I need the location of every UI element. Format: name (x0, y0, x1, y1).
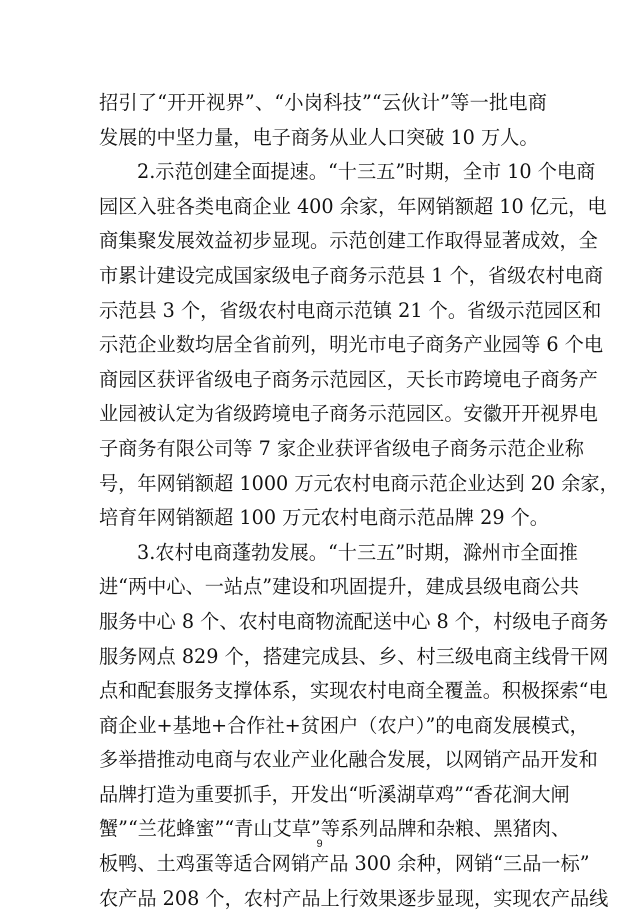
text-line: 发展的中坚力量，电子商务从业人口突破 10 万人。 (99, 125, 539, 149)
text-line: 进“两中心、一站点”建设和巩固提升，建成县级电商公共 (99, 575, 580, 599)
text-line: 品牌打造为重要抓手，开发出“听溪湖草鸡”“香花涧大闸 (99, 782, 570, 806)
text-line: 商集聚发展效益初步显现。示范创建工作取得显著成效，全 (99, 229, 598, 253)
text-line: 点和配套服务支撑体系，实现农村电商全覆盖。积极探索“电 (99, 679, 608, 703)
text-line: 服务网点 829 个，搭建完成县、乡、村三级电商主线骨干网 (99, 644, 609, 668)
page-number: 9 (316, 838, 323, 850)
text-line: 服务中心 8 个、农村电商物流配送中心 8 个，村级电子商务 (99, 609, 609, 633)
text-line: 3.农村电商蓬勃发展。“十三五”时期，滁州市全面推 (137, 540, 578, 564)
text-line: 多举措推动电商与农业产业化融合发展，以网销产品开发和 (99, 748, 598, 772)
text-line: 业园被认定为省级跨境电子商务示范园区。安徽开开视界电 (99, 402, 598, 426)
text-line: 号，年网销额超 1000 万元农村电商示范企业达到 20 余家， (99, 471, 619, 495)
text-line: 示范县 3 个，省级农村电商示范镇 21 个。省级示范园区和 (99, 298, 602, 322)
text-line: 2.示范创建全面提速。“十三五”时期，全市 10 个电商 (137, 160, 596, 184)
text-line: 蟹”“兰花蜂蜜”“青山艾草”等系列品牌和杂粮、黑猪肉、 (99, 817, 571, 841)
body-text (99, 86, 619, 916)
text-line: 板鸭、土鸡蛋等适合网销产品 300 余种，网销“三品一标” (99, 852, 590, 876)
text-line: 商园区获评省级电子商务示范园区，天长市跨境电子商务产 (99, 367, 598, 391)
text-line: 市累计建设完成国家级电子商务示范县 1 个，省级农村电商 (99, 263, 604, 287)
text-line: 子商务有限公司等 7 家企业获评省级电子商务示范企业称 (99, 436, 584, 460)
text-line: 培育年网销额超 100 万元农村电商示范品牌 29 个。 (99, 506, 549, 530)
text-line: 商企业+基地+合作社+贫困户（农户）”的电商发展模式， (99, 713, 589, 737)
text-line: 园区入驻各类电商企业 400 余家，年网销额超 10 亿元，电 (99, 194, 607, 218)
text-line: 招引了“开开视界”、“小岗科技”“云伙计”等一批电商 (99, 91, 547, 114)
text-line: 示范企业数均居全省前列，明光市电子商务产业园等 6 个电 (99, 333, 604, 357)
text-line: 农产品 208 个，农村产品上行效果逐步显现，实现农产品线 (99, 886, 609, 910)
